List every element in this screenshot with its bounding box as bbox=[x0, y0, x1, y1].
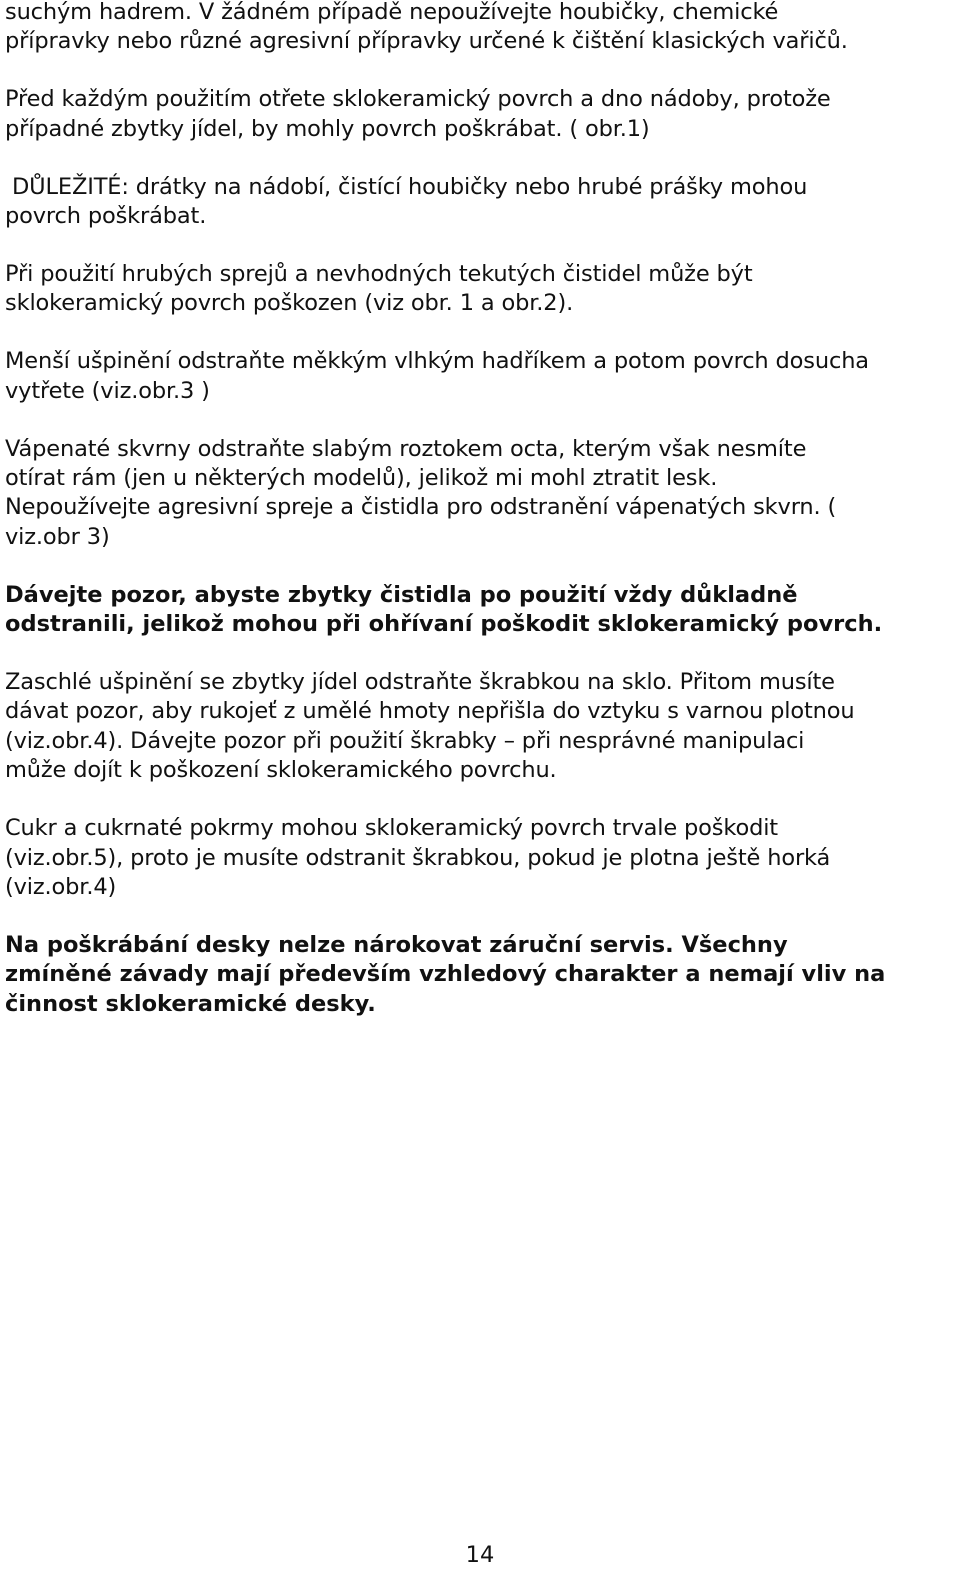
text-line: Menší ušpinění odstraňte měkkým vlhkým hadříkem a potom povrch dosucha bbox=[5, 348, 869, 375]
text-line: (viz.obr.4) bbox=[5, 873, 117, 900]
paragraph-important-note bbox=[5, 173, 957, 232]
text-line: zmíněné závady mají především vzhledový charakter a nemají vliv na bbox=[5, 961, 886, 988]
text-line: otírat rám (jen u některých modelů), jelikož mi mohl ztratit lesk. bbox=[5, 464, 718, 491]
text-line: Nepoužívejte agresivní spreje a čistidla pro odstranění vápenatých skvrn. ( bbox=[5, 494, 837, 521]
text-line: povrch poškrábat. bbox=[5, 203, 207, 230]
text-line: Vápenaté skvrny odstraňte slabým roztokem octa, kterým však nesmíte bbox=[5, 435, 807, 462]
paragraph-scraper bbox=[5, 668, 957, 786]
text-line: Cukr a cukrnaté pokrmy mohou sklokeramický povrch trvale poškodit bbox=[5, 815, 778, 842]
text-line: případné zbytky jídel, by mohly povrch poškrábat. ( obr.1) bbox=[5, 115, 650, 142]
document-body bbox=[5, 0, 957, 1048]
text-line: Na poškrábání desky nelze nárokovat záruční servis. Všechny bbox=[5, 931, 788, 958]
text-line: činnost sklokeramické desky. bbox=[5, 990, 376, 1017]
text-line: suchým hadrem. V žádném případě nepoužívejte houbičky, chemické bbox=[5, 0, 779, 25]
paragraph-limescale bbox=[5, 435, 957, 553]
text-line: Zaschlé ušpinění se zbytky jídel odstraňte škrabkou na sklo. Přitom musíte bbox=[5, 669, 835, 695]
text-line: vytřete (viz.obr.3 ) bbox=[5, 377, 210, 404]
paragraph-warning-residue bbox=[5, 581, 957, 640]
paragraph-cleaning-intro bbox=[5, 0, 957, 57]
text-line: viz.obr 3) bbox=[5, 523, 110, 550]
paragraph-sugar bbox=[5, 814, 957, 902]
text-line: sklokeramický povrch poškozen (viz obr. 1 a obr.2). bbox=[5, 290, 574, 317]
text-line: dávat pozor, aby rukojeť z umělé hmoty nepřišla do vztyku s varnou plotnou bbox=[5, 698, 855, 725]
text-line: DŮLEŽITÉ: drátky na nádobí, čistící houbičky nebo hrubé prášky mohou bbox=[5, 173, 808, 200]
text-line: přípravky nebo různé agresivní přípravky určené k čištění klasických vařičů. bbox=[5, 28, 848, 55]
text-line: (viz.obr.5), proto je musíte odstranit škrabkou, pokud je plotna ještě horká bbox=[5, 844, 831, 871]
text-line: může dojít k poškození sklokeramického povrchu. bbox=[5, 757, 557, 784]
paragraph-rough-sprays bbox=[5, 260, 957, 319]
paragraph-warranty-note bbox=[5, 931, 957, 1019]
text-line: Při použití hrubých sprejů a nevhodných tekutých čistidel může být bbox=[5, 260, 753, 287]
text-line: odstranili, jelikož mohou při ohřívaní poškodit sklokeramický povrch. bbox=[5, 611, 883, 638]
page-number: 14 bbox=[465, 1542, 495, 1568]
text-line: Dávejte pozor, abyste zbytky čistidla po použití vždy důkladně bbox=[5, 581, 798, 608]
text-line: (viz.obr.4). Dávejte pozor při použití škrabky – při nesprávné manipulaci bbox=[5, 727, 805, 754]
paragraph-minor-dirt bbox=[5, 347, 957, 406]
paragraph-wipe-before-use bbox=[5, 85, 957, 144]
text-line: Před každým použitím otřete sklokeramický povrch a dno nádoby, protože bbox=[5, 86, 831, 113]
